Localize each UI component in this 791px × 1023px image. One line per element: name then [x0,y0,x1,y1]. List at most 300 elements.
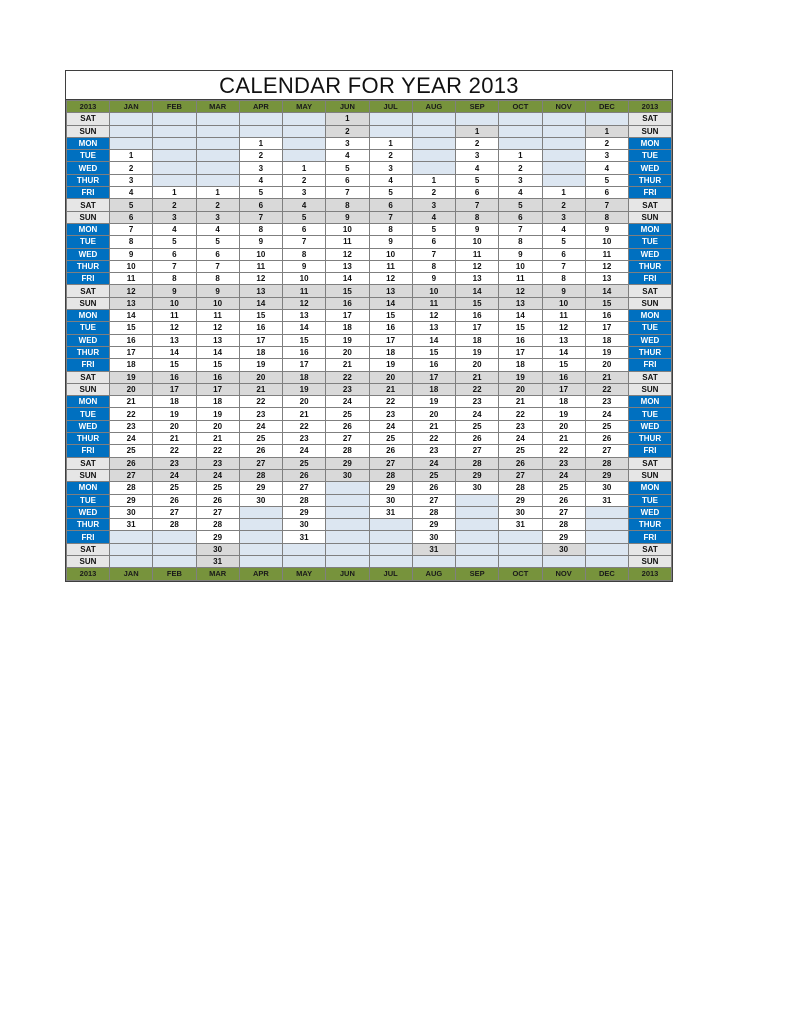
date-cell: 26 [153,494,196,506]
empty-cell [585,555,628,567]
date-cell: 6 [153,248,196,260]
date-cell: 25 [369,433,412,445]
day-row [67,469,672,481]
footer-cell: MAY [283,568,326,580]
empty-cell [456,555,499,567]
weekday-label: FRI [67,273,110,285]
empty-cell [542,174,585,186]
date-cell: 17 [283,359,326,371]
date-cell: 14 [239,297,282,309]
date-cell: 18 [153,396,196,408]
weekday-label: SAT [67,543,110,555]
date-cell: 22 [412,433,455,445]
weekday-label: FRI [67,445,110,457]
empty-cell [196,125,239,137]
date-cell: 16 [239,322,282,334]
footer-cell: SEP [456,568,499,580]
date-cell: 13 [369,285,412,297]
footer-cell: DEC [585,568,628,580]
date-cell: 4 [326,150,369,162]
date-cell: 15 [196,359,239,371]
weekday-label: SAT [67,199,110,211]
day-row [67,506,672,518]
date-cell: 4 [412,211,455,223]
empty-cell [412,555,455,567]
date-cell: 1 [153,187,196,199]
empty-cell [412,150,455,162]
date-cell: 5 [326,162,369,174]
date-cell: 16 [369,322,412,334]
date-cell: 14 [369,297,412,309]
weekday-label: SUN [67,297,110,309]
date-cell: 5 [585,174,628,186]
date-cell: 20 [196,420,239,432]
weekday-label: MON [67,223,110,235]
day-row [67,494,672,506]
date-cell: 28 [369,469,412,481]
date-cell: 4 [499,187,542,199]
header-row [67,101,672,113]
date-cell: 2 [369,150,412,162]
date-cell: 19 [456,346,499,358]
date-cell: 22 [196,445,239,457]
date-cell: 8 [585,211,628,223]
date-cell: 3 [542,211,585,223]
header-cell: 2013 [67,101,110,113]
weekday-label: FRI [629,359,672,371]
date-cell: 26 [456,433,499,445]
weekday-label: WED [629,162,672,174]
date-cell: 2 [110,162,153,174]
date-cell: 14 [153,346,196,358]
date-cell: 25 [499,445,542,457]
weekday-label: WED [629,334,672,346]
date-cell: 27 [412,494,455,506]
date-cell: 8 [153,273,196,285]
day-row [67,199,672,211]
header-cell: SEP [456,101,499,113]
date-cell: 2 [239,150,282,162]
date-cell: 28 [196,519,239,531]
day-row [67,187,672,199]
weekday-label: FRI [629,445,672,457]
date-cell: 3 [585,150,628,162]
empty-cell [239,113,282,125]
date-cell: 28 [153,519,196,531]
date-cell: 9 [456,223,499,235]
empty-cell [283,113,326,125]
weekday-label: SUN [67,555,110,567]
date-cell: 24 [412,457,455,469]
date-cell: 3 [153,211,196,223]
date-cell: 12 [499,285,542,297]
date-cell: 3 [239,162,282,174]
date-cell: 18 [585,334,628,346]
date-cell: 4 [196,223,239,235]
empty-cell [283,150,326,162]
empty-cell [196,162,239,174]
empty-cell [456,519,499,531]
day-row [67,162,672,174]
empty-cell [153,125,196,137]
date-cell: 24 [499,433,542,445]
weekday-label: SUN [67,469,110,481]
date-cell: 1 [456,125,499,137]
date-cell: 5 [110,199,153,211]
footer-cell: 2013 [67,568,110,580]
empty-cell [369,555,412,567]
date-cell: 3 [196,211,239,223]
date-cell: 11 [369,260,412,272]
date-cell: 18 [412,383,455,395]
calendar-title: CALENDAR FOR YEAR 2013 [66,71,672,100]
weekday-label: SAT [629,371,672,383]
empty-cell [499,531,542,543]
date-cell: 13 [239,285,282,297]
day-row [67,519,672,531]
date-cell: 27 [585,445,628,457]
empty-cell [585,531,628,543]
date-cell: 7 [585,199,628,211]
date-cell: 25 [585,420,628,432]
date-cell: 15 [153,359,196,371]
date-cell: 24 [326,396,369,408]
date-cell: 8 [369,223,412,235]
date-cell: 1 [412,174,455,186]
empty-cell [196,113,239,125]
date-cell: 17 [542,383,585,395]
weekday-label: TUE [629,494,672,506]
date-cell: 11 [499,273,542,285]
weekday-label: SUN [629,125,672,137]
date-cell: 27 [196,506,239,518]
date-cell: 2 [412,187,455,199]
date-cell: 31 [110,519,153,531]
date-cell: 12 [196,322,239,334]
day-row [67,482,672,494]
date-cell: 7 [542,260,585,272]
empty-cell [326,506,369,518]
empty-cell [153,137,196,149]
empty-cell [542,125,585,137]
date-cell: 30 [326,469,369,481]
date-cell: 6 [456,187,499,199]
weekday-label: SAT [629,113,672,125]
date-cell: 9 [326,211,369,223]
date-cell: 22 [369,396,412,408]
date-cell: 17 [412,371,455,383]
date-cell: 26 [283,469,326,481]
date-cell: 11 [283,285,326,297]
date-cell: 24 [110,433,153,445]
weekday-label: TUE [629,322,672,334]
weekday-label: SUN [629,469,672,481]
date-cell: 8 [110,236,153,248]
date-cell: 10 [499,260,542,272]
empty-cell [542,555,585,567]
date-cell: 13 [542,334,585,346]
date-cell: 9 [239,236,282,248]
date-cell: 12 [412,310,455,322]
date-cell: 14 [585,285,628,297]
date-cell: 13 [196,334,239,346]
date-cell: 18 [542,396,585,408]
empty-cell [110,531,153,543]
date-cell: 7 [283,236,326,248]
date-cell: 21 [369,383,412,395]
date-cell: 16 [153,371,196,383]
date-cell: 11 [110,273,153,285]
date-cell: 30 [499,506,542,518]
date-cell: 13 [283,310,326,322]
date-cell: 24 [369,420,412,432]
date-cell: 12 [326,248,369,260]
date-cell: 21 [456,371,499,383]
date-cell: 23 [326,383,369,395]
weekday-label: TUE [629,408,672,420]
weekday-label: TUE [67,236,110,248]
date-cell: 29 [326,457,369,469]
date-cell: 17 [369,334,412,346]
weekday-label: WED [67,506,110,518]
date-cell: 9 [153,285,196,297]
date-cell: 11 [585,248,628,260]
weekday-label: SAT [629,285,672,297]
date-cell: 9 [542,285,585,297]
date-cell: 2 [153,199,196,211]
header-cell: APR [239,101,282,113]
date-cell: 1 [369,137,412,149]
date-cell: 9 [110,248,153,260]
date-cell: 22 [456,383,499,395]
empty-cell [110,125,153,137]
date-cell: 15 [326,285,369,297]
date-cell: 9 [196,285,239,297]
date-cell: 21 [585,371,628,383]
empty-cell [110,113,153,125]
weekday-label: TUE [629,150,672,162]
date-cell: 4 [153,223,196,235]
date-cell: 28 [585,457,628,469]
date-cell: 29 [585,469,628,481]
date-cell: 8 [239,223,282,235]
date-cell: 7 [153,260,196,272]
empty-cell [196,150,239,162]
date-cell: 12 [283,297,326,309]
day-row [67,297,672,309]
date-cell: 10 [585,236,628,248]
date-cell: 30 [239,494,282,506]
empty-cell [239,519,282,531]
date-cell: 27 [369,457,412,469]
date-cell: 18 [456,334,499,346]
date-cell: 16 [110,334,153,346]
weekday-label: MON [629,223,672,235]
date-cell: 17 [110,346,153,358]
empty-cell [326,494,369,506]
empty-cell [499,137,542,149]
header-cell: FEB [153,101,196,113]
day-row [67,150,672,162]
date-cell: 17 [326,310,369,322]
date-cell: 20 [369,371,412,383]
empty-cell [283,137,326,149]
date-cell: 24 [196,469,239,481]
date-cell: 25 [456,420,499,432]
day-row [67,420,672,432]
empty-cell [326,531,369,543]
date-cell: 5 [369,187,412,199]
date-cell: 14 [326,273,369,285]
weekday-label: SAT [629,199,672,211]
weekday-label: MON [67,137,110,149]
date-cell: 8 [499,236,542,248]
date-cell: 19 [369,359,412,371]
date-cell: 2 [542,199,585,211]
date-cell: 27 [326,433,369,445]
footer-cell: JUN [326,568,369,580]
date-cell: 13 [412,322,455,334]
date-cell: 30 [456,482,499,494]
date-cell: 19 [585,346,628,358]
date-cell: 27 [153,506,196,518]
date-cell: 30 [412,531,455,543]
date-cell: 18 [110,359,153,371]
day-row [67,457,672,469]
empty-cell [542,162,585,174]
weekday-label: MON [629,482,672,494]
day-row [67,408,672,420]
date-cell: 29 [283,506,326,518]
empty-cell [283,555,326,567]
day-row [67,248,672,260]
date-cell: 21 [326,359,369,371]
date-cell: 15 [585,297,628,309]
empty-cell [585,519,628,531]
date-cell: 6 [239,199,282,211]
date-cell: 29 [110,494,153,506]
header-cell: DEC [585,101,628,113]
date-cell: 7 [239,211,282,223]
date-cell: 3 [412,199,455,211]
date-cell: 19 [239,359,282,371]
weekday-label: SUN [629,297,672,309]
date-cell: 16 [585,310,628,322]
date-cell: 5 [499,199,542,211]
date-cell: 13 [326,260,369,272]
date-cell: 12 [369,273,412,285]
weekday-label: FRI [67,359,110,371]
date-cell: 30 [283,519,326,531]
empty-cell [542,137,585,149]
date-cell: 14 [456,285,499,297]
date-cell: 18 [499,359,542,371]
empty-cell [110,555,153,567]
weekday-label: WED [67,248,110,260]
date-cell: 7 [412,248,455,260]
weekday-label: THUR [67,433,110,445]
date-cell: 28 [283,494,326,506]
date-cell: 14 [283,322,326,334]
footer-cell: JAN [110,568,153,580]
weekday-label: THUR [629,174,672,186]
date-cell: 6 [283,223,326,235]
empty-cell [326,519,369,531]
date-cell: 14 [196,346,239,358]
date-cell: 2 [456,137,499,149]
date-cell: 4 [456,162,499,174]
date-cell: 20 [283,396,326,408]
date-cell: 25 [239,433,282,445]
weekday-label: TUE [67,150,110,162]
date-cell: 25 [283,457,326,469]
date-cell: 27 [542,506,585,518]
date-cell: 23 [585,396,628,408]
date-cell: 10 [283,273,326,285]
date-cell: 20 [585,359,628,371]
date-cell: 19 [412,396,455,408]
footer-cell: AUG [412,568,455,580]
day-row [67,346,672,358]
empty-cell [542,113,585,125]
day-row [67,396,672,408]
date-cell: 5 [283,211,326,223]
date-cell: 7 [369,211,412,223]
day-row [67,322,672,334]
empty-cell [542,150,585,162]
date-cell: 7 [110,223,153,235]
date-cell: 26 [542,494,585,506]
weekday-label: THUR [629,346,672,358]
weekday-label: MON [629,137,672,149]
weekday-label: WED [629,420,672,432]
date-cell: 6 [412,236,455,248]
empty-cell [412,137,455,149]
empty-cell [456,506,499,518]
date-cell: 19 [283,383,326,395]
date-cell: 15 [456,297,499,309]
date-cell: 18 [239,346,282,358]
empty-cell [499,125,542,137]
date-cell: 8 [412,260,455,272]
empty-cell [153,531,196,543]
date-cell: 3 [326,137,369,149]
empty-cell [283,125,326,137]
date-cell: 1 [283,162,326,174]
date-cell: 15 [239,310,282,322]
date-cell: 22 [153,445,196,457]
empty-cell [326,543,369,555]
empty-cell [369,543,412,555]
date-cell: 12 [153,322,196,334]
date-cell: 15 [412,346,455,358]
date-cell: 14 [499,310,542,322]
footer-cell: OCT [499,568,542,580]
date-cell: 16 [412,359,455,371]
day-row [67,223,672,235]
date-cell: 18 [196,396,239,408]
date-cell: 11 [153,310,196,322]
date-cell: 13 [585,273,628,285]
date-cell: 17 [196,383,239,395]
date-cell: 30 [369,494,412,506]
date-cell: 25 [196,482,239,494]
date-cell: 1 [326,113,369,125]
date-cell: 29 [499,494,542,506]
weekday-label: MON [629,396,672,408]
empty-cell [110,137,153,149]
empty-cell [239,531,282,543]
